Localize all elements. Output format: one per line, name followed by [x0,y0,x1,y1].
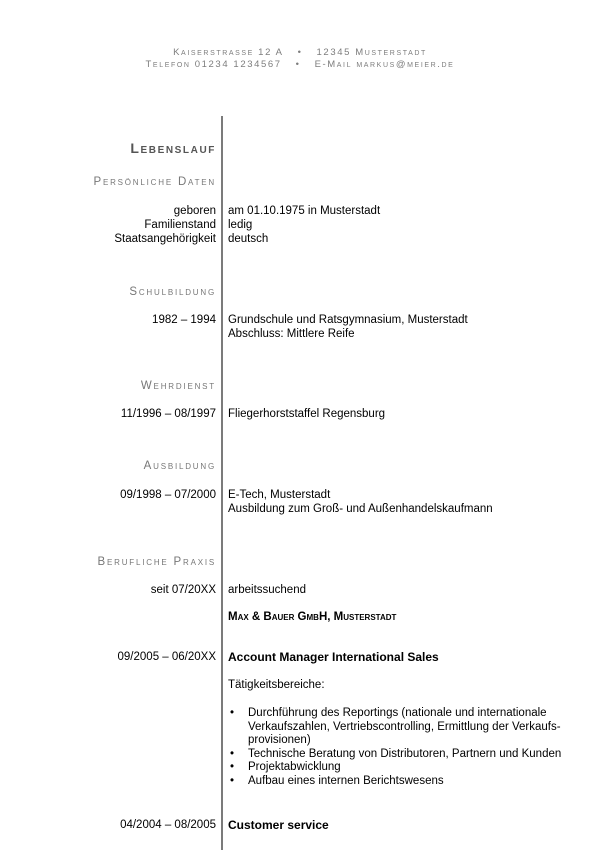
contact-line-address [0,47,600,59]
military-period: 11/1996 – 08/1997 [120,408,216,420]
list-item: • Technische Beratung von Distributoren, Partnern und Kunden [228,748,583,762]
job2-period: 04/2004 – 08/2005 [120,819,216,831]
school-period: 1982 – 1994 [152,314,216,326]
job2-title: Customer service [228,818,329,832]
document-title: Lebenslauf [130,140,216,156]
military-details: Fliegerhorststaffel Regensburg [228,408,386,420]
label-birth: geboren [173,205,216,217]
section-heading-military: Wehrdienst [140,380,216,392]
employer-name: Max & Bauer GmbH, Musterstadt [228,611,397,623]
section-heading-training: Ausbildung [143,460,216,472]
training-period: 09/1998 – 07/2000 [120,489,216,501]
value-marital-status: ledig [228,219,253,231]
section-heading-career: Berufliche Praxis [97,556,216,568]
job1-title: Account Manager International Sales [228,650,439,664]
label-nationality: Staatsangehörigkeit [114,233,216,245]
section-heading-school: Schulbildung [129,286,216,298]
contact-line-communication [0,59,600,71]
job1-task-list [228,707,583,788]
career-current-period: seit 07/20XX [150,584,216,596]
value-nationality: deutsch [228,233,269,245]
school-line: Grundschule und Ratsgymnasium, Musterstadt [228,314,468,326]
contact-separator: • [297,47,303,58]
contact-header [0,47,600,71]
personal-values [228,204,380,246]
section-heading-personal: Persönliche Daten [93,176,216,188]
value-birth: am 01.10.1975 in Musterstadt [228,205,381,217]
school-details [228,313,468,341]
contact-phone: Telefon 01234 1234567 [145,59,282,70]
job1-period: 09/2005 – 06/20XX [117,651,216,663]
training-line: E-Tech, Musterstadt [228,489,331,501]
list-item: • Projektabwicklung [228,761,583,775]
personal-labels [114,204,216,246]
contact-street: Kaiserstrasse 12 A [173,47,284,58]
contact-separator: • [295,59,301,70]
training-details [228,488,493,516]
vertical-divider [221,116,223,850]
list-item: • Durchführung des Reportings (nationale und internationale Verkaufszahlen, Vertriebscontrolling, Ermittlung der Verkaufs-provisionen) [228,707,583,748]
label-marital-status: Familienstand [144,219,216,231]
list-item: • Aufbau eines internen Berichtswesens [228,775,583,789]
career-current-status: arbeitssuchend [228,584,306,596]
school-line: Abschluss: Mittlere Reife [228,328,355,340]
training-line: Ausbildung zum Groß- und Außenhandelskaufmann [228,503,493,515]
contact-email[interactable]: E-Mail markus@meier.de [314,59,455,70]
job1-areas-label: Tätigkeitsbereiche: [228,679,325,691]
contact-city: 12345 Musterstadt [316,47,427,58]
